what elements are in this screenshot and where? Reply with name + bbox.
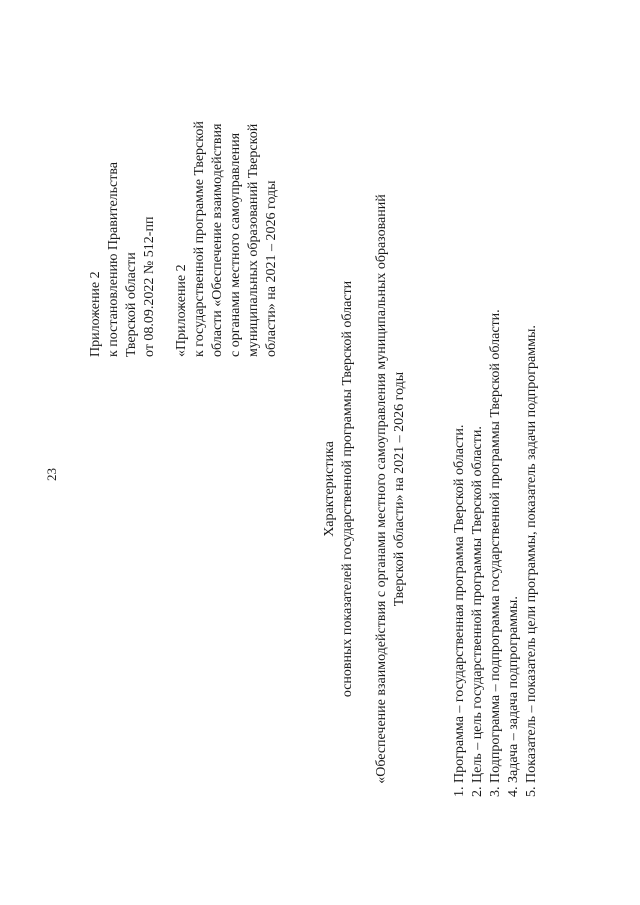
program-appendix-line: к государственной программе Тверской bbox=[192, 121, 207, 357]
program-appendix-line: области» на 2021 – 2026 годы bbox=[264, 180, 279, 357]
definition-item: 4. Задача – задача подпрограммы. bbox=[506, 596, 521, 797]
definition-item: 5. Показатель – показатель цели программы, показатель задачи подпрограммы. bbox=[524, 325, 539, 797]
appendix-header-line: к постановлению Правительства bbox=[106, 161, 121, 357]
program-appendix-line: области «Обеспечение взаимодействия bbox=[210, 123, 225, 357]
definition-item: 2. Цель – цель государственной программы Тверской области. bbox=[470, 426, 485, 797]
appendix-header-line: от 08.09.2022 № 512-пп bbox=[142, 216, 157, 357]
program-appendix-line: муниципальных образований Тверской bbox=[246, 123, 261, 357]
definition-item: 3. Подпрограмма – подпрограмма государственной программы Тверской области. bbox=[488, 309, 503, 797]
appendix-header-line: Тверской области bbox=[124, 252, 139, 357]
definition-item: 1. Программа – государственная программа Тверской области. bbox=[452, 424, 467, 797]
program-appendix-line: с органами местного самоуправления bbox=[228, 132, 243, 357]
program-appendix-line: «Приложение 2 bbox=[174, 264, 189, 357]
page-number: 23 bbox=[44, 468, 59, 481]
title-line: основных показателей государственной программы Тверской области bbox=[340, 280, 355, 698]
title-line: Тверской области» на 2021 – 2026 годы bbox=[392, 371, 407, 607]
appendix-header-line: Приложение 2 bbox=[88, 271, 103, 357]
title-line: Характеристика bbox=[322, 441, 337, 537]
title-line: «Обеспечение взаимодействия с органами местного самоуправления муниципальных образований bbox=[374, 194, 389, 784]
